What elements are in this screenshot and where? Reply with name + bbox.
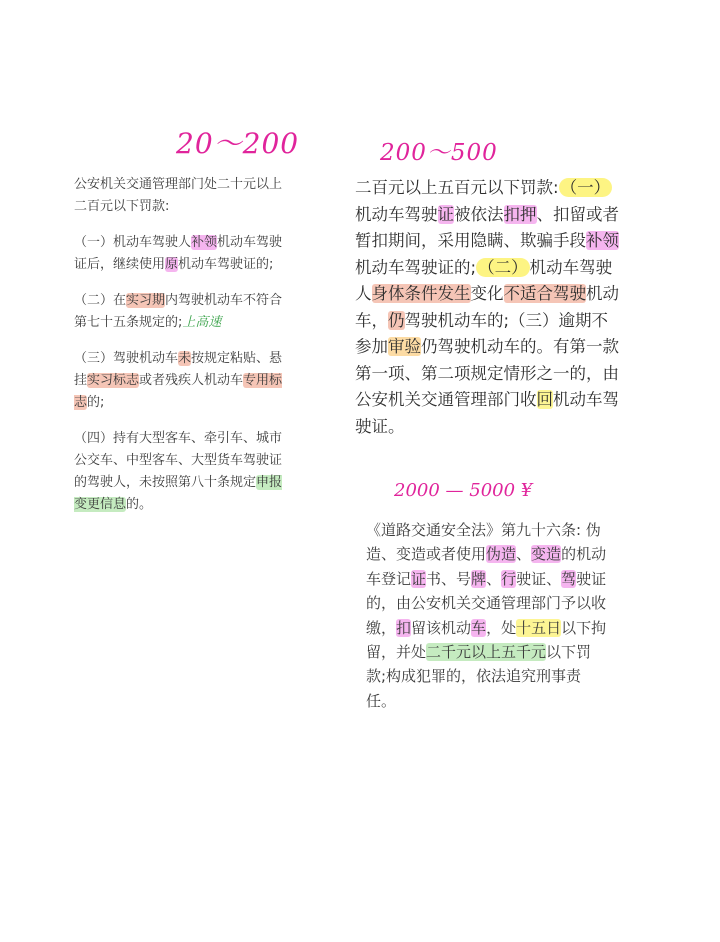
right-column	[355, 175, 620, 440]
highlight-green: 申报变更信息	[74, 475, 283, 512]
left-column	[74, 174, 286, 530]
text-run: 机动车驾驶证的;	[178, 257, 274, 272]
highlight-yellow-circle: （二）	[478, 257, 528, 277]
highlight-pink: 补领	[586, 231, 619, 250]
highlight-yellow: 十五日	[516, 618, 562, 637]
text-run: （二）在	[74, 293, 127, 308]
text-run: 二百元以上五百元以下罚款:	[355, 178, 559, 197]
text-run: 机动车驾驶证。	[355, 390, 619, 436]
text-run: 机动车驾驶人	[355, 257, 613, 303]
highlight-pink: 扣	[396, 618, 412, 637]
highlight-pink: 证	[411, 569, 427, 588]
highlight-pink: 驾	[561, 569, 577, 588]
handwritten-heading-right: 200～500	[380, 140, 498, 166]
left-item-3	[74, 348, 286, 414]
handwritten-note: 上高速	[182, 315, 222, 330]
text-run: 或者残疾人机动车	[139, 373, 244, 388]
highlight-pink: 原	[165, 257, 179, 272]
text-run: 机动车驾驶	[355, 204, 438, 224]
left-item-4	[74, 428, 286, 516]
text-run: 的;	[87, 395, 105, 410]
highlight-pink: 行	[501, 569, 517, 588]
highlight-salmon: 仍	[388, 310, 405, 330]
highlight-salmon: 专用标志	[74, 373, 283, 410]
right-paragraph	[355, 175, 620, 440]
text-run: 机动车驾驶证后，继续使用	[74, 235, 283, 272]
text-run: ，处	[486, 618, 517, 637]
left-item-1	[74, 232, 286, 276]
highlight-pink: 伪造	[486, 545, 517, 564]
highlight-yellow-circle: （一）	[560, 178, 611, 197]
highlight-orange: 审验	[388, 337, 421, 356]
text-run: 以下拘留，并处	[366, 618, 607, 662]
left-item-2	[74, 290, 286, 334]
text-run: 、	[486, 569, 502, 588]
text-run: 驾驶机动车的;（三）逾期不参加	[355, 310, 609, 356]
highlight-pink: 证	[437, 204, 454, 224]
text-run: （一）机动车驾驶人	[74, 235, 192, 250]
text-run: 的机动车登记	[366, 545, 607, 588]
text-run: 仍驾驶机动车的。有第一款第一项、第二项规定情形之一的，由公安机关交通管理部门收	[355, 337, 619, 409]
highlight-salmon: 未	[178, 351, 192, 366]
highlight-pink: 变造	[531, 545, 562, 564]
handwritten-heading-left: 20～200	[176, 127, 300, 160]
text-run: 被依法	[454, 204, 504, 224]
text-run: 、扣留或者暂扣期间，采用隐瞒、欺骗手段	[355, 204, 619, 250]
highlight-pink: 扣押	[503, 204, 537, 224]
highlight-salmon: 实习期	[126, 293, 166, 308]
law-excerpt	[366, 518, 610, 713]
text-run: 内驾驶机动车不符合第七十五条规定的;	[74, 293, 283, 330]
text-run: （四）持有大型客车、牵引车、城市公交车、中型客车、大型货车驾驶证的驾驶人，未按照第八十条规定	[74, 431, 283, 490]
text-run: 驶证、	[516, 569, 562, 588]
handwritten-heading-fine: 2000 — 5000 ¥	[394, 480, 533, 501]
text-run: 以下罚款;构成犯罪的，依法追究刑事责任。	[366, 643, 592, 710]
highlight-pink: 补领	[191, 235, 218, 250]
text-run: （三）驾驶机动车	[74, 351, 179, 366]
text-run: 书、号	[426, 569, 472, 588]
highlight-pink: 车	[471, 618, 487, 637]
text-run: 留该机动	[411, 618, 472, 637]
highlight-salmon: 不适合驾驶	[503, 284, 586, 303]
text-run: 《道路交通安全法》第九十六条: 伪造、变造或者使用	[366, 521, 601, 564]
highlight-salmon: 身体条件发生	[371, 284, 471, 303]
left-intro: 公安机关交通管理部门处二十元以上二百元以下罚款:	[74, 177, 283, 214]
text-run: 驶证的，由公安机关交通管理部门予以收缴，	[366, 569, 607, 637]
text-run: 机动车，	[355, 284, 619, 330]
highlight-green: 二千元以上五千元	[426, 643, 547, 662]
text-run: 变化	[470, 284, 504, 303]
text-run: 、	[516, 545, 532, 564]
text-run: 的。	[126, 497, 153, 512]
highlight-salmon: 实习标志	[87, 373, 140, 388]
highlight-yellow: 回	[536, 390, 553, 409]
highlight-pink: 牌	[471, 569, 487, 588]
text-run: 机动车驾驶证的;	[355, 257, 477, 277]
law-paragraph	[366, 518, 610, 713]
text-run: 按规定粘贴、悬挂	[74, 351, 283, 388]
